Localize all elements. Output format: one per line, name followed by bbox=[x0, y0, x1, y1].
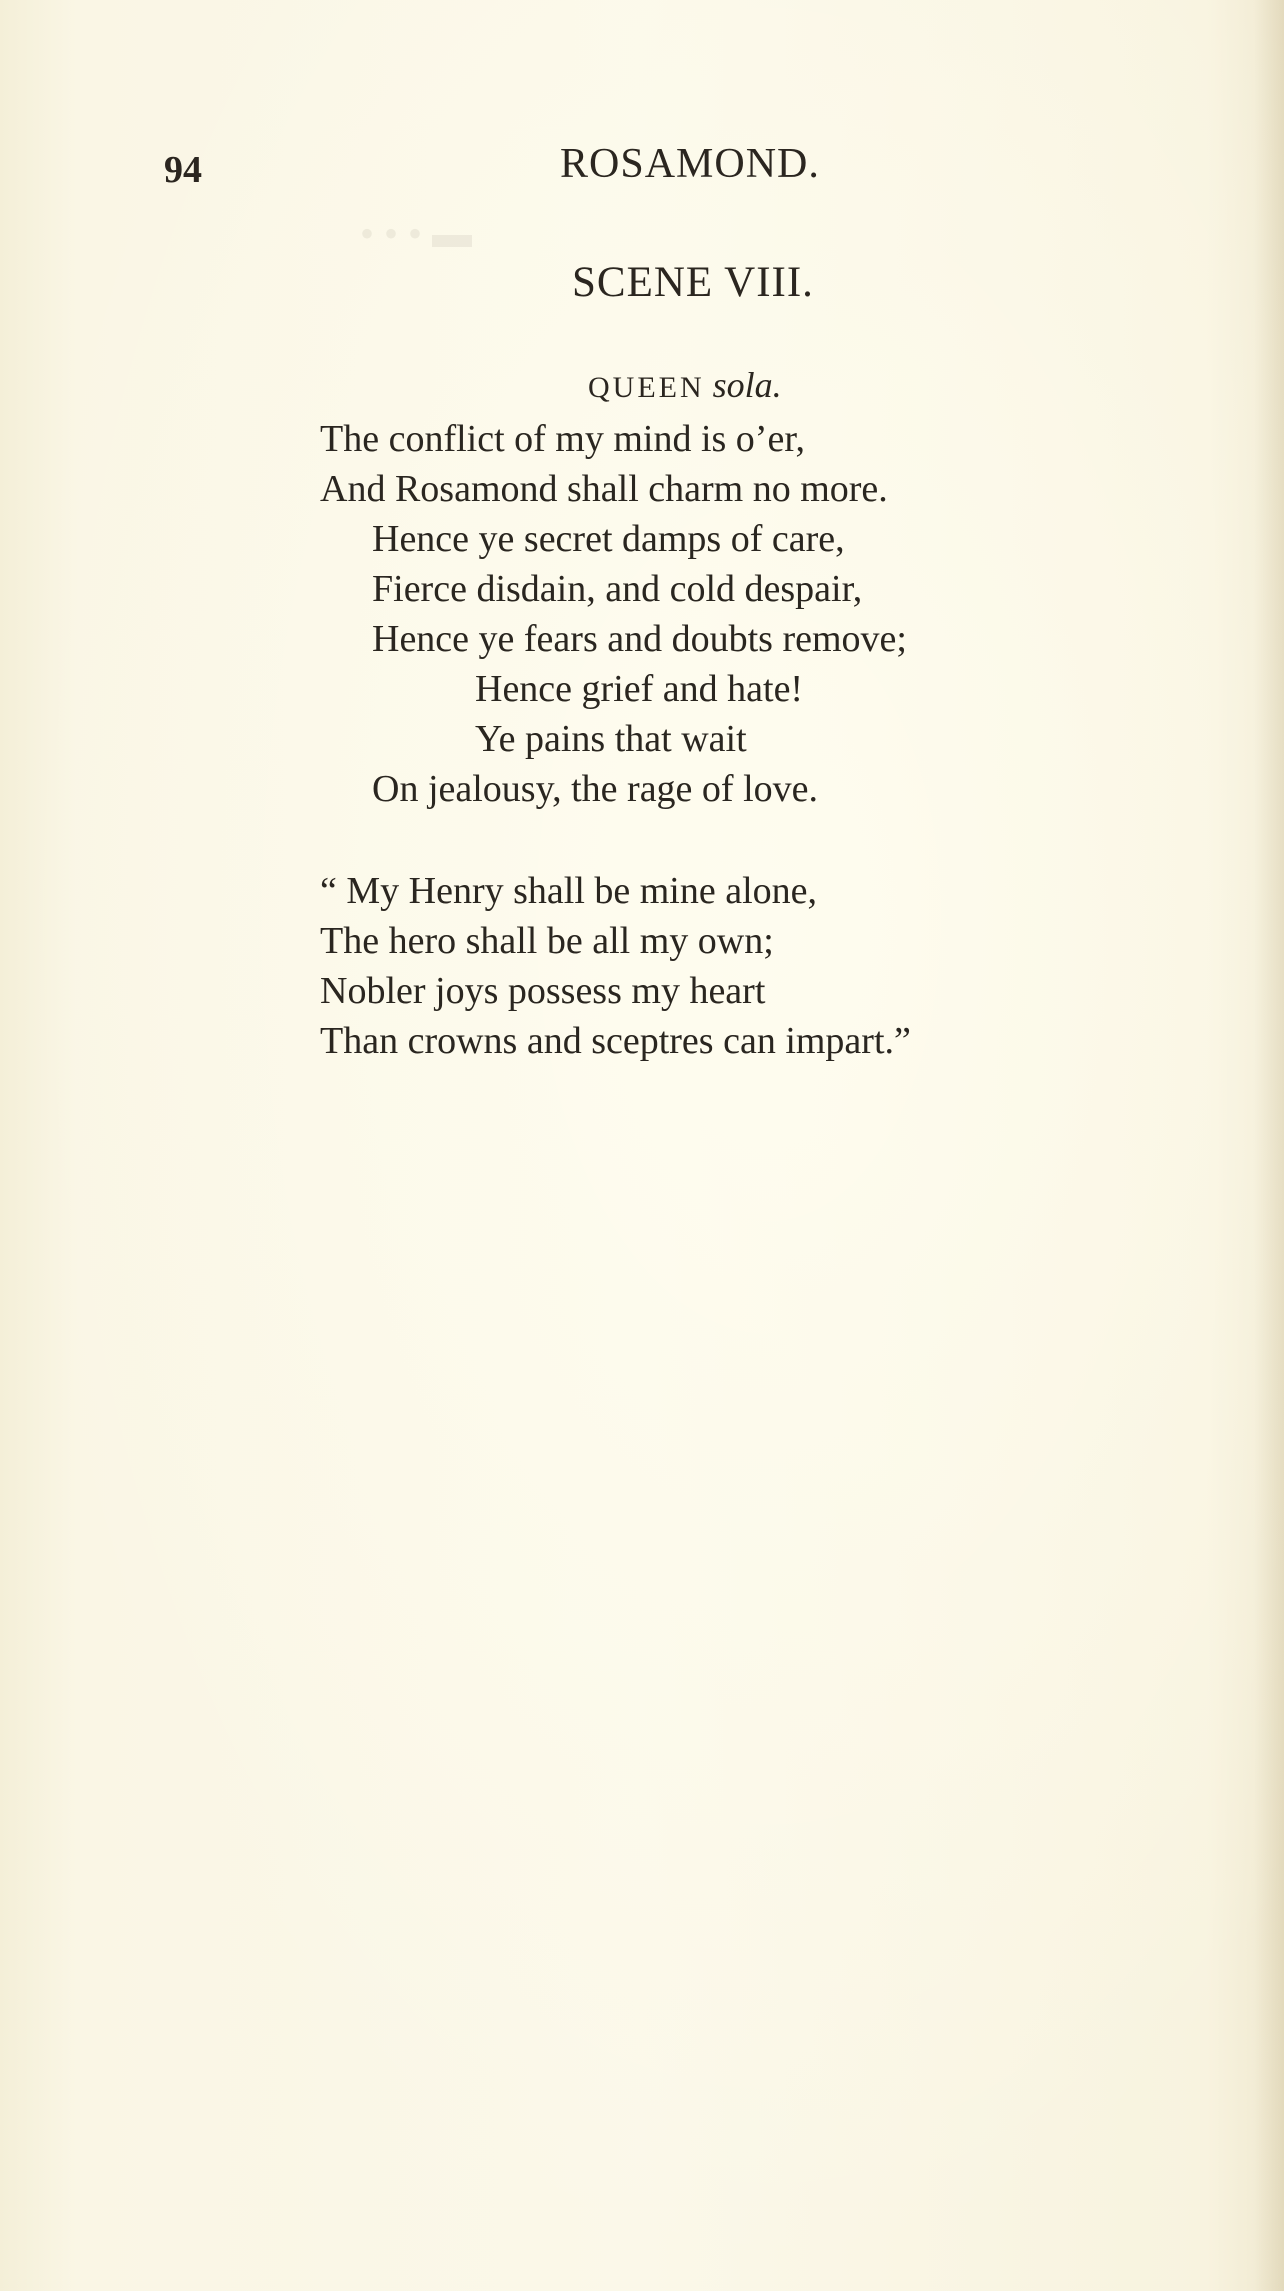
speaker-name: QUEEN bbox=[588, 371, 705, 404]
verse-line: The conflict of my mind is o’er, bbox=[320, 418, 805, 460]
verse-line: Ye pains that wait bbox=[475, 718, 747, 760]
verse-line: “ My Henry shall be mine alone, bbox=[320, 870, 818, 912]
speaker-heading bbox=[588, 364, 782, 406]
running-head bbox=[160, 140, 1160, 190]
verse-line: The hero shall be all my own; bbox=[320, 920, 774, 962]
verse-line: Hence ye secret damps of care, bbox=[372, 518, 845, 560]
verse-line: Nobler joys possess my heart bbox=[320, 970, 766, 1012]
show-through: ▬ • • • bbox=[360, 211, 473, 256]
verse-line: Hence ye fears and doubts remove; bbox=[372, 618, 907, 660]
verse-line: And Rosamond shall charm no more. bbox=[320, 468, 888, 510]
speaker-direction: sola. bbox=[712, 365, 782, 405]
running-title: ROSAMOND. bbox=[560, 141, 820, 187]
verse-line: On jealousy, the rage of love. bbox=[372, 768, 818, 810]
page-number: 94 bbox=[164, 149, 202, 191]
scene-title: SCENE VIII. bbox=[572, 259, 814, 306]
verse-line: Fierce disdain, and cold despair, bbox=[372, 568, 863, 610]
verse-line: Hence grief and hate! bbox=[475, 668, 804, 710]
page-edge-shadow bbox=[1254, 0, 1284, 2291]
verse-line: Than crowns and sceptres can impart.” bbox=[320, 1020, 911, 1062]
